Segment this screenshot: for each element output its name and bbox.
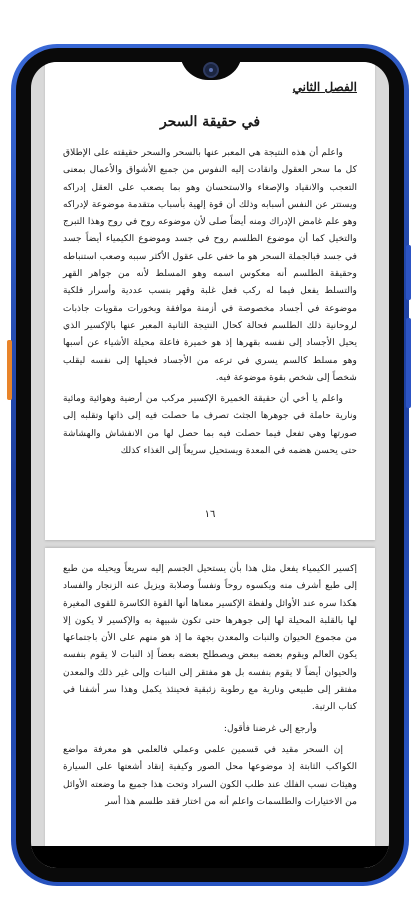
paragraph: واعلم أن هذه النتيجة هي المعبر عنها بالسحر والسحر حقيقته على الإطلاق كل ما سحر العقول وانقادت إليه النفوس من جميع الأشواق والأعمال بمعنى التعجب والانقياد والإصغاء والاستحسان وهو بما يصعب على العقل إدراكه ويستتر عن النفس أسبابه وذلك أن قوة إلهية بأسباب متقدمة موضوعة لإدراكه وهو علم غامض الإدراك ومنه أيضاً صلى لأن موضوعه روح في روح وهذا التبرج والتخيل كما أن موضوع الطلسم روح في جسد وموضوع الكيمياء أيضاً جسد في جسد فبالجملة السحر هو ما خفي على عقول الأكثر سببه وصعب استنباطه وحقيقة الطلسم أنه معكوس اسمه وهو المسلط لأنه من جواهر القهر والتسلط يفعل فيما له ركب فعل غلبة وقهر بنسب عددية وأسرار فلكية موضوعة في أجساد مخصوصة في أزمنة موافقة وبخورات مقويات جاذبات لروحانية ذلك الطلسم فحالة كحال النتيجة الثانية المعبر عنها بالإكسير الذي يحيل الأجساد إلى نفسه بقهرها إذ هو خميرة فاعلة محيلة الأشياء عن أسبها وهو مسلط كالسم يسري في ترعه من الأجساد فحيلها إلى نفسه ليقلب شخصاً إلى شخص بقوة موضوعة فيه. xyxy=(63,147,357,383)
book-page[interactable] xyxy=(45,548,375,868)
paragraph: إكسير الكيمياء يفعل مثل هذا بأن يستحيل الجسم إليه سريعاً ويحيله من طبع إلى طبع أشرف منه ويكسوه روحاً ونفساً وصلابة ويزيل عنه الزنجار والفساد هكذا سره عند الأوائل ولفظة الإكسير معناها أنها القوة الكاسرة للقوى المغيرة لها بالقلبة المحيلة لها إلى جوهرها حتى تكون شبيهة به والإكسير لا يكون إلا من مجموع الحيوان والنبات والمعدن بجهة ما إذ هو منهم على الأن باجتماعها يكون العالم ويقوم بعضه ببعض ويصطلح بعضه بعضاً إذ النبات لا يقوم بنفسه والحيوان أيضاً لا يقوم بنفسه بل هو مفتقر إلى النبات وإلى غير ذلك والمعدن مفتقر إلى طبيعي ونارية مع رطوبة زئبقية فحينئذ يكمل وهذا سر أشفنا في كتاب الرتبة. xyxy=(63,563,357,713)
bottom-bar xyxy=(31,846,389,868)
power-button[interactable] xyxy=(406,245,411,300)
quote-line: وأرجع إلى غرضنا فأقول: xyxy=(223,722,317,734)
volume-button[interactable] xyxy=(406,318,411,408)
side-button[interactable] xyxy=(7,340,12,400)
reader-screen[interactable] xyxy=(31,62,389,868)
paragraph: واعلم يا أخي أن حقيقة الخميرة الإكسير مركب من أرضية وهوائية ومائية ونارية حاملة في جوهرها الجثث تصرف ما حصلت فيه إلى ذاتها وتقلبه إلى صورتها وهي تفعل فيما حصلت فيه بما حصل لها من الانفشاش والهشاشة حتى يحسن هضمه في المعدة ويستحيل سريعاً إلى الغذاء كذلك xyxy=(63,393,357,457)
book-page[interactable] xyxy=(45,62,375,540)
section-title: في حقيقة السحر xyxy=(159,114,261,130)
paragraph: إن السحر مقيد في قسمين علمي وعملي فالعلمي هو معرفة مواضع الكواكب الثابتة إذ موضوعها محل الصور وكيفية إنقاد أشعتها على السيارة وهيئات نسب الفلك عند طلب الكون السراد وتحت هذا جميع ما وضعته الأوائل من الاختيارات والطلسمات واعلم أنه من اختار فقد طلسم هذا أسر xyxy=(63,743,357,807)
chapter-heading: الفصل الثاني xyxy=(292,80,357,94)
page-number: ١٦ xyxy=(204,509,216,520)
camera-icon xyxy=(203,62,219,78)
